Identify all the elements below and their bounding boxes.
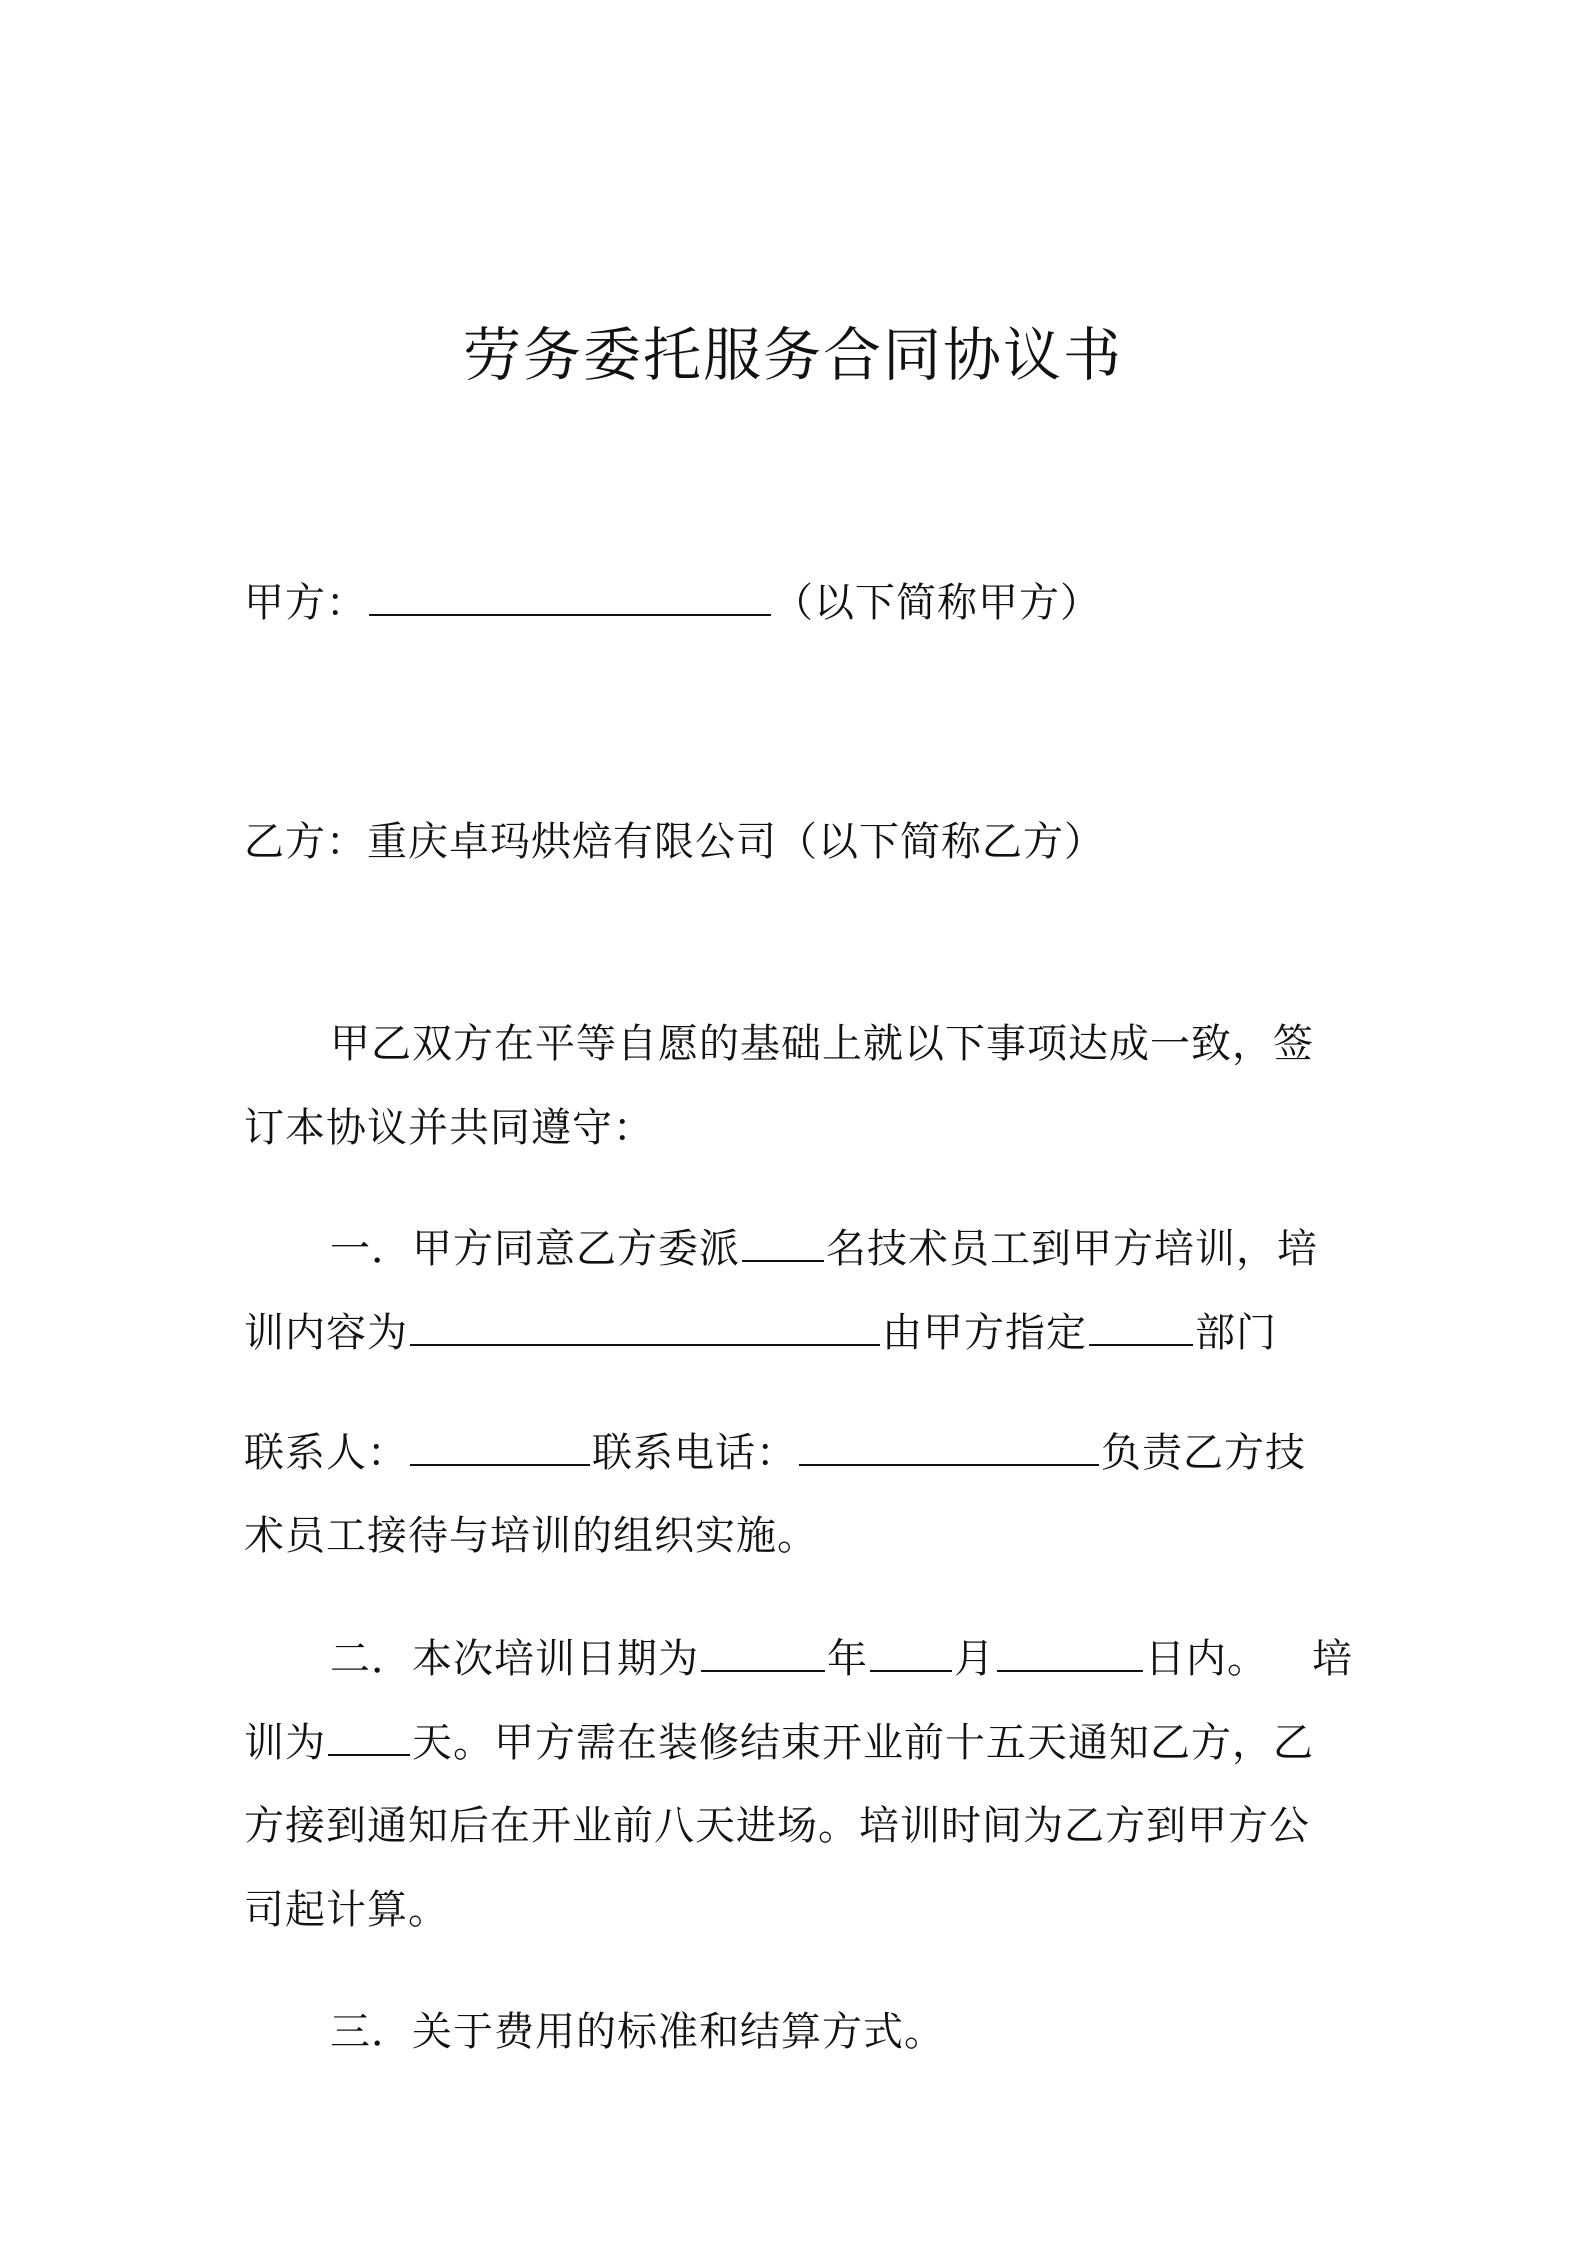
- clause-3-heading: 三．关于费用的标准和结算方式。: [330, 2009, 945, 2055]
- clause-1-line-3: [244, 1424, 1306, 1481]
- party-a-name-blank[interactable]: [369, 574, 771, 616]
- clause-2-line-2: [244, 1714, 1314, 1771]
- clause-2-line-3: 方接到通知后在开业前八天进场。培训时间为乙方到甲方公: [244, 1803, 1310, 1849]
- clause-1-text-d: 由甲方指定: [882, 1310, 1087, 1356]
- party-b-line: 乙方：重庆卓玛烘焙有限公司（以下简称乙方）: [244, 819, 1105, 865]
- training-days-blank[interactable]: [328, 1714, 410, 1756]
- party-a-label: 甲方：: [244, 580, 367, 626]
- training-day-blank[interactable]: [997, 1630, 1143, 1672]
- clause-1-text-g: 联系电话：: [592, 1430, 797, 1476]
- clause-2-text-a: 二．本次培训日期为: [330, 1636, 699, 1682]
- preamble-line-1: 甲乙双方在平等自愿的基础上就以下事项达成一致，签: [330, 1021, 1314, 1067]
- clause-2-text-e: 培: [1312, 1636, 1353, 1682]
- clause-2-year-label: 年: [827, 1636, 868, 1682]
- clause-1-text-h: 负责乙方技: [1101, 1430, 1306, 1476]
- clause-1-line-2: [244, 1304, 1277, 1361]
- clause-2-text-g: 天。甲方需在装修结束开业前十五天通知乙方，乙: [412, 1720, 1314, 1766]
- clause-1-line-4: 术员工接待与培训的组织实施。: [244, 1513, 818, 1559]
- clause-2-day-label: 日内。: [1145, 1636, 1268, 1682]
- training-month-blank[interactable]: [870, 1630, 952, 1672]
- clause-2-line-4: 司起计算。: [244, 1887, 449, 1933]
- clause-1-text-b: 名技术员工到甲方培训，培: [826, 1226, 1318, 1272]
- clause-2-text-f: 训为: [244, 1720, 326, 1766]
- clause-2-line-1: [330, 1630, 1353, 1687]
- clause-1-text-c: 训内容为: [244, 1310, 408, 1356]
- clause-2-month-label: 月: [954, 1636, 995, 1682]
- clause-1-text-e: 部门: [1195, 1310, 1277, 1356]
- clause-1-text-a: 一．甲方同意乙方委派: [330, 1226, 740, 1272]
- party-a-line: [244, 574, 1101, 631]
- training-content-blank[interactable]: [410, 1304, 880, 1346]
- party-a-suffix: （以下简称甲方）: [773, 580, 1101, 626]
- department-blank[interactable]: [1089, 1304, 1193, 1346]
- contact-person-blank[interactable]: [410, 1424, 590, 1466]
- training-year-blank[interactable]: [701, 1630, 825, 1672]
- contact-phone-blank[interactable]: [799, 1424, 1099, 1466]
- clause-1-line-1: [330, 1220, 1318, 1277]
- clause-1-text-f: 联系人：: [244, 1430, 408, 1476]
- document-title: 劳务委托服务合同协议书: [462, 321, 1123, 389]
- trainee-count-blank[interactable]: [742, 1220, 824, 1262]
- preamble-line-2: 订本协议并共同遵守：: [244, 1105, 654, 1151]
